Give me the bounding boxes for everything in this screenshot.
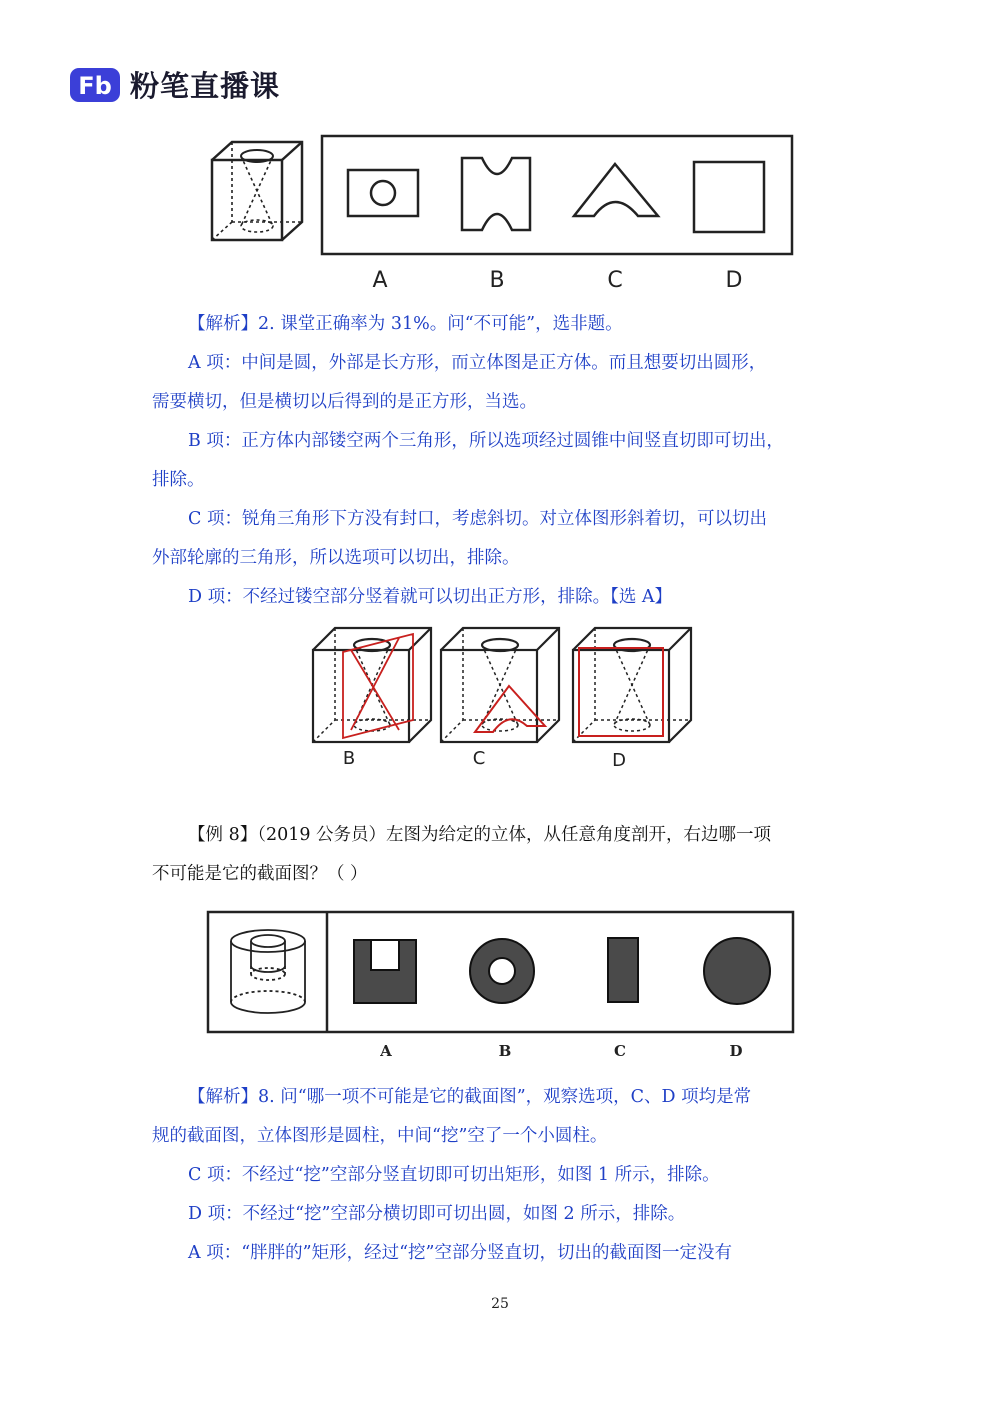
cube-cut-c <box>441 628 559 742</box>
analysis-line: 【解析】8. 问“哪一项不可能是它的截面图”，观察选项，C、D 项均是常 <box>188 1087 752 1107</box>
brand-logo <box>70 64 280 105</box>
option-d-section <box>704 938 770 1004</box>
analysis-line: A 项：中间是圆，外部是长方形，而立体图是正方体。而且想要切出圆形， <box>188 353 767 373</box>
analysis-line: D 项：不经过“挖”空部分横切即可切出圆，如图 2 所示，排除。 <box>188 1204 686 1224</box>
cut-label-c: C <box>472 748 486 769</box>
option-b-shape <box>462 158 530 230</box>
analysis-line: 需要横切，但是横切以后得到的是正方形，当选。 <box>152 392 537 412</box>
section-label-b: B <box>498 1042 512 1060</box>
hollow-cylinder-solid <box>231 930 305 1013</box>
fb-logo-icon <box>70 66 120 104</box>
option-label-c: C <box>607 268 623 293</box>
analysis-line: B 项：正方体内部镂空两个三角形，所以选项经过圆锥中间竖直切即可切出， <box>188 431 784 451</box>
option-c-section <box>608 938 638 1002</box>
figure-cut-illustrations <box>305 620 700 775</box>
option-a-shape <box>348 170 418 216</box>
example-8-question <box>152 816 852 894</box>
analysis-line: C 项：不经过“挖”空部分竖直切即可切出矩形，如图 1 所示，排除。 <box>188 1165 720 1185</box>
page-number: 25 <box>491 1296 509 1312</box>
analysis-question-2 <box>152 305 852 617</box>
option-label-b: B <box>489 268 505 293</box>
figure-question-8 <box>205 908 800 1063</box>
analysis-line: 外部轮廓的三角形，所以选项可以切出，排除。 <box>152 548 520 568</box>
analysis-question-8 <box>152 1078 852 1273</box>
analysis-line: A 项：“胖胖的”矩形，经过“挖”空部分竖直切，切出的截面图一定没有 <box>188 1243 732 1263</box>
question-line: 【例 8】（2019 公务员）左图为给定的立体，从任意角度剖开，右边哪一项 <box>188 825 772 845</box>
option-c-shape <box>574 164 658 216</box>
section-label-d: D <box>729 1042 743 1060</box>
section-label-c: C <box>614 1042 626 1060</box>
option-label-d: D <box>725 268 743 293</box>
brand-name: 粉笔直播课 <box>130 69 281 103</box>
option-b-section <box>470 939 534 1003</box>
option-label-a: A <box>372 268 388 293</box>
cut-label-b: B <box>342 748 356 769</box>
cube-cut-d <box>573 628 691 742</box>
analysis-line: 【解析】2. 课堂正确率为 31%。问“不可能”，选非题。 <box>188 314 623 334</box>
cube-cut-b <box>313 628 431 742</box>
figure-question-2 <box>200 130 800 300</box>
option-a-section <box>354 940 416 1003</box>
section-label-a: A <box>380 1042 392 1060</box>
analysis-line: 规的截面图，立体图形是圆柱，中间“挖”空了一个小圆柱。 <box>152 1126 608 1146</box>
svg-text:Fb: Fb <box>78 71 112 100</box>
options-frame <box>322 136 792 254</box>
analysis-line: 排除。 <box>152 470 205 490</box>
analysis-line: D 项：不经过镂空部分竖着就可以切出正方形，排除。【选 A】 <box>188 587 673 607</box>
analysis-line: C 项：锐角三角形下方没有封口，考虑斜切。对立体图形斜着切，可以切出 <box>188 509 767 529</box>
option-d-shape <box>694 162 764 232</box>
question-line: 不可能是它的截面图？（ ） <box>152 864 368 884</box>
cut-label-d: D <box>612 750 626 771</box>
cube-solid <box>212 142 302 240</box>
